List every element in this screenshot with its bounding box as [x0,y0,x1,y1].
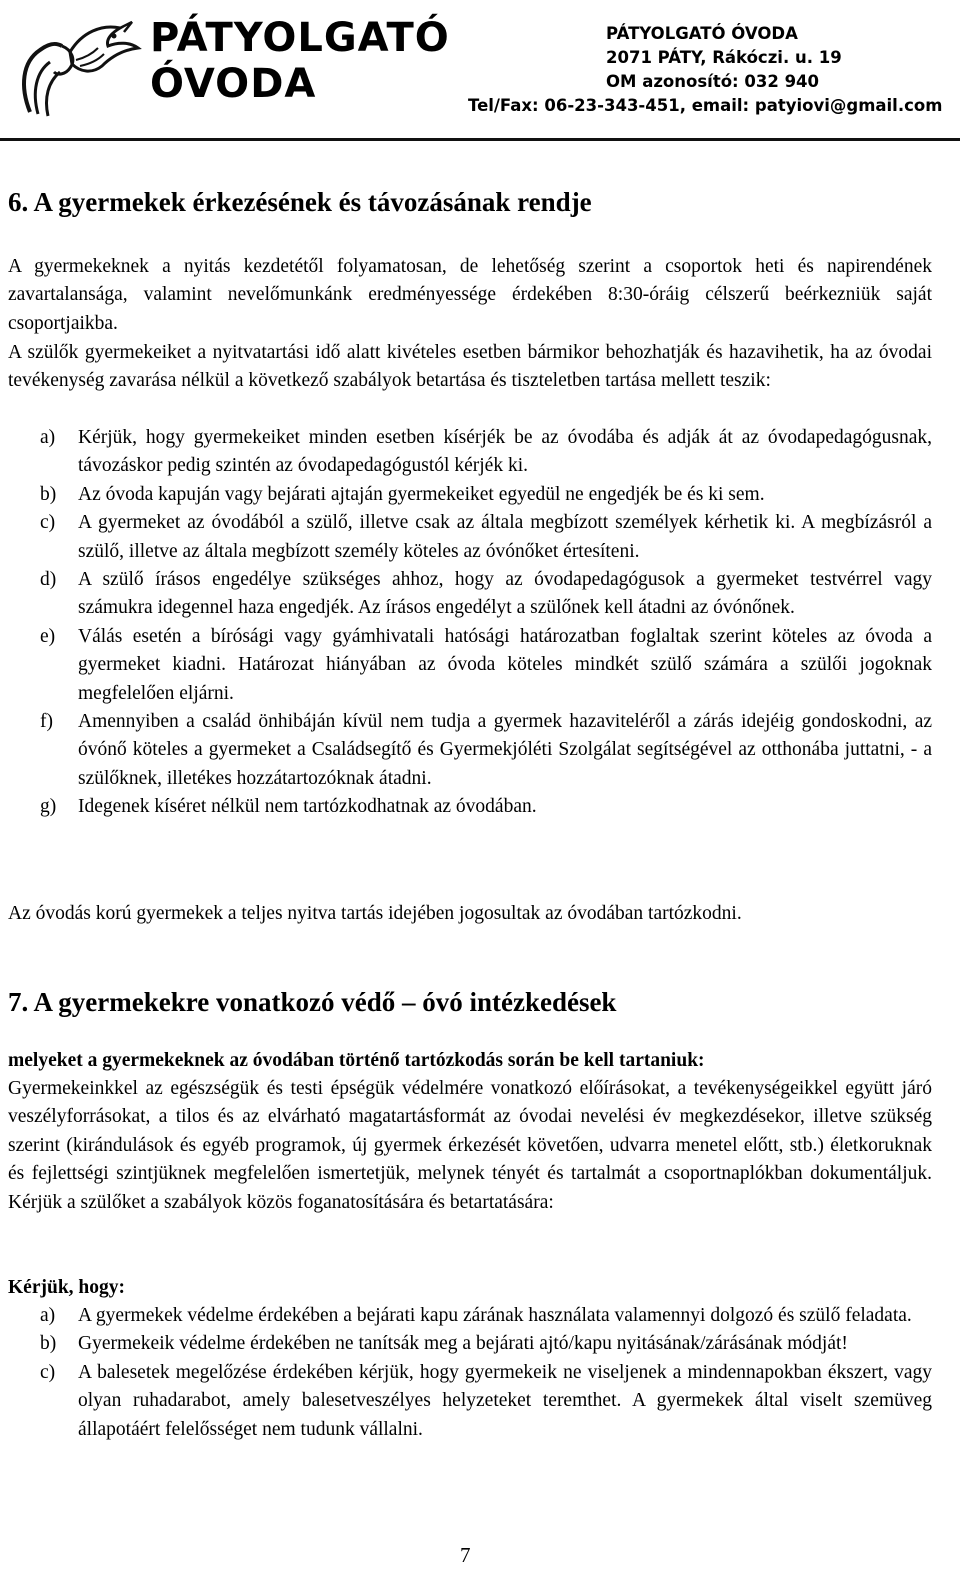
list-marker: b) [40,483,57,505]
bird-hand-logo-icon [10,2,150,120]
contact-tel-email: Tel/Fax: 06-23-343-451, email: patyiovi@gmail.com [468,96,943,115]
list-item [8,623,932,708]
list-marker: b) [40,1333,57,1355]
section-6-heading: 6. A gyermekek érkezésének és távozásának rendje [8,187,592,217]
list-marker: f) [40,711,53,733]
list-item [8,1359,932,1444]
section-7-body: Gyermekeinkkel az egészségük és testi épségük védelmére vonatkozó előírásokat, a tevékenységeikkel együtt járó veszélyforrásokat, a tilos és az elvárható magatartásformát az óvodai nevelési év megkezdésekor, illetve szükség szerint (kirándulások és egyéb programok, új gyermek érkezését követően, udvarra menetel előtt, stb.) életkoruknak és fejlettségi szintjüknek megfelelően ismertetjük, melynek tényét és tartalmát a csoportnaplókban dokumentáljuk. Kérjük a szülőket a szabályok közös foganatosítására és betartatására: [8,1078,932,1213]
section-6-rules-list [8,424,932,822]
list-item [8,793,932,821]
list-marker: c) [40,512,56,534]
list-item [8,566,932,623]
list-marker: a) [40,1305,56,1326]
page-number: 7 [460,1543,471,1567]
contact-om-id: OM azonosító: 032 940 [606,72,820,91]
list-marker: g) [40,796,57,818]
list-item-text: Kérjük, hogy gyermekeiket minden esetben kísérjék be az óvodába és adják át az óvodapedagógusnak, távozáskor pedig szintén az óvodapedagógustól kérjék ki. [78,427,932,477]
list-item-text: A balesetek megelőzése érdekében kérjük, hogy gyermekeik ne viseljenek a mindennapokban ékszert, vagy olyan ruhadarabot, amely balesetveszélyes helyzeteket teremthet. A gyermekek által viselt szemüveg állapotáért felelősséget nem tudunk vállalni. [78,1361,932,1440]
section-7-subheading: melyeket a gyermekeknek az óvodában történő tartózkodás során be kell tartaniuk: [8,1050,705,1071]
header-divider [0,138,960,141]
logo-title-line2: ÓVODA [150,61,317,107]
list-item [8,708,932,793]
list-item [8,1330,932,1358]
section-7-heading: 7. A gyermekekre vonatkozó védő – óvó intézkedések [8,987,617,1017]
list-item-text: Válás esetén a bírósági vagy gyámhivatali hatósági határozatban foglaltak szerint köteles az óvoda a gyermeket kiadni. Határozat hiányában az óvoda köteles mindkét szülő számára a szülői jogoknak megfelelően eljárni. [78,625,932,704]
page-header [0,0,960,140]
list-item-text: Amennyiben a család önhibáján kívül nem tudja a gyermek hazaviteléről a zárás idejéig gondoskodni, az óvónő köteles a gyermeket a Családsegítő és Gyermekjóléti Szolgálat segítségével az otthonába juttatni, - a szülőknek, illetékes hozzátartozóknak átadni. [78,711,932,789]
list-item-text: Gyermekeik védelme érdekében ne tanítsák meg a bejárati ajtó/kapu nyitásának/zárásának módját! [78,1333,848,1355]
list-marker: e) [40,625,56,647]
section-6-closing: Az óvodás korú gyermekek a teljes nyitva tartás idejében jogosultak az óvodában tartózkodni. [8,903,742,924]
section-7-request-list [8,1302,932,1444]
list-item [8,424,932,481]
list-item-text: A szülő írásos engedélye szükséges ahhoz, hogy az óvodapedagógusok a gyermeket testvérrel vagy számukra idegennel haza engedjék. Az írásos engedélyt a szülőnek kell átadni az óvónőnek. [78,569,932,619]
list-marker: c) [40,1361,56,1383]
contact-block [468,22,943,118]
contact-name: PÁTYOLGATÓ ÓVODA [606,24,798,43]
list-marker: a) [40,427,56,448]
section-6-parents-rule: A szülők gyermekeiket a nyitvatartási idő alatt kivételes esetben bármikor behozhatják és hazavihetik, ha az óvodai tevékenység zavarása nélkül a következő szabályok betartása és tiszteletben tartása mellett teszik: [8,342,932,392]
list-item-text: A gyermeket az óvodából a szülő, illetve csak az általa megbízott személyek kérhetik ki. A megbízásról a szülő, illetve az általa megbízott személy köteles az óvónőket értesíteni. [78,512,932,562]
list-item [8,509,932,566]
logo-title-line1: PÁTYOLGATÓ [150,15,450,61]
kindergarten-logo [10,2,450,120]
list-marker: d) [40,569,57,591]
section-6-intro: A gyermekeknek a nyitás kezdetétől folyamatosan, de lehetőség szerint a csoportok heti és napirendének zavartalansága, valamint nevelőmunkánk eredményessége érdekében 8:30-óráig célszerű beérkezniük saját csoportjaikba. [8,256,932,334]
list-item [8,1302,932,1330]
request-label: Kérjük, hogy: [8,1277,125,1298]
list-item [8,481,932,509]
list-item-text: A gyermekek védelme érdekében a bejárati kapu zárának használata valamennyi dolgozó és szülő feladata. [78,1305,912,1326]
list-item-text: Az óvoda kapuján vagy bejárati ajtaján gyermekeiket egyedül ne engedjék be és ki sem. [78,483,765,505]
list-item-text: Idegenek kíséret nélkül nem tartózkodhatnak az óvodában. [78,796,537,818]
contact-address: 2071 PÁTY, Rákóczi. u. 19 [606,48,842,67]
